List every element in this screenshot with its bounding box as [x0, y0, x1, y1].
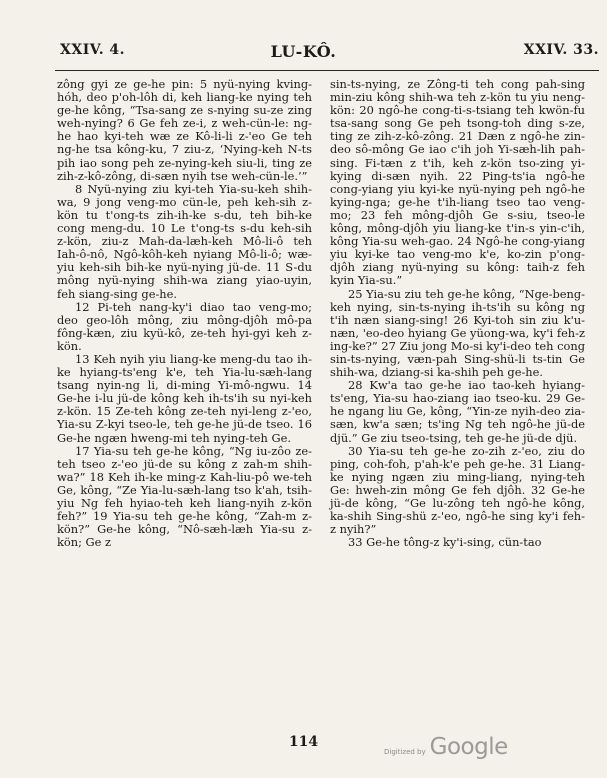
header-rule: [55, 70, 599, 71]
digitized-by-label: Digitized by: [384, 748, 426, 756]
paragraph: 13 Keh nyih yiu liang-ke meng-du tao ih-ke hyiang-ts'eng k'e, teh Yia-lu-sæh-lang tsang nyin-ng li, di-ming Yi-mô-ngwu. 14 Ge-he i-lu jü-de kông keh ih-ts'ih su nyi-keh z-kön. 15 Ze-teh kông ze-teh nyi-leng z-'eo, Yia-su Z-kyi tseo-le, teh ge-he jü-de tseo. 16 Ge-he ngæn hweng-mi teh nying-teh Ge.: [57, 351, 312, 445]
paragraph: zông gyi ze ge-he pin: 5 nyü-nying kving-hóh, deo p'oh-lôh di, keh liang-ke nying teh ge-he kông, “Tsa-sang ze s-nying su-ze zing weh-nying? 6 Ge feh ze-i, z weh-cün-le: ng-he hao kyi-teh wæ ze Kô-li-li z-'eo Ge teh ng-he tsa kông-ku, 7 ziu-z, ‘Nying-keh N-ts pih iao song peh ze-nying-keh siu-li, ting ze zih-z-kô-zông, di-sæn nyih tse weh-cün-le.’”: [57, 77, 312, 183]
left-column: [57, 78, 312, 549]
page-number: 114: [288, 734, 319, 750]
running-head-right: XXIV. 33.: [523, 42, 599, 58]
right-column: [330, 78, 585, 549]
running-head-left: XXIV. 4.: [60, 42, 126, 58]
paragraph: 8 Nyü-nying ziu kyi-teh Yia-su-keh shih-wa, 9 jong veng-mo cün-le, peh keh-sih z-kön tu t'ong-ts zih-ih-ke s-du, teh bih-ke cong meng-du. 10 Le t'ong-ts s-du keh-sih z-kön, ziu-z Mah-da-læh-keh Mô-li-ô teh Iah-ô-nô, Ngô-kôh-keh nyiang Mô-li-ô; wæ-yiu keh-sih bih-ke nyü-nying jü-de. 11 S-du mông nyü-nying shih-wa ziang yiao-uyin, feh siang-sing ge-he.: [57, 181, 312, 301]
google-logo: Google: [429, 734, 508, 760]
paragraph: 33 Ge-he tông-z ky'i-sing, cün-tao: [348, 535, 542, 550]
paragraph: 17 Yia-su teh ge-he kông, “Ng iu-zôo ze-teh tseo z-'eo jü-de su kông z zah-m shih-wa?” 18 Keh ih-ke ming-z Kah-liu-pô we-teh Ge, kông, “Ze Yia-lu-sæh-lang tso k'ah, tsih-yiu Ng feh hyiao-teh keh liang-nyih z-kön feh?” 19 Yia-su teh ge-he kông, “Zah-m z-kön?” Ge-he kông, “Nô-sæh-læh Yia-su z-kön; Ge z: [57, 443, 312, 550]
paragraph: 30 Yia-su teh ge-he zo-zih z-'eo, ziu do ping, coh-foh, p'ah-k'e peh ge-he. 31 Liang-ke nying ngæn ziu ming-liang, nying-teh Ge: hweh-zin mông Ge feh djôh. 32 Ge-he jü-de kông, “Ge lu-zông teh ngô-he kông, ka-shih Sing-shü z-'eo, ngô-he sing ky'i feh-z nyih?”: [330, 443, 585, 537]
paragraph: 12 Pi-teh nang-ky'i diao tao veng-mo; deo geo-lôh mông, ziu mông-djôh mô-pa fông-kæn, ziu kyü-kô, ze-teh hyi-gyi keh z-kön.: [57, 299, 312, 353]
paragraph: 25 Yia-su ziu teh ge-he kông, “Nge-beng-keh nying, sin-ts-nying ih-ts'ih su kông ng t'ih næn siang-sing! 26 Kyi-toh sin ziu k'u-næn, 'eo-deo hyiang Ge yüong-wa, ky'i feh-z ing-ke?” 27 Ziu jong Mo-si ky'i-deo teh cong sin-ts-nying, væn-pah Sing-shü-li ts-tin Ge shih-wa, dziang-si ka-shih peh ge-he.: [330, 286, 585, 380]
paragraph: 28 Kw'a tao ge-he iao tao-keh hyiang-ts'eng, Yia-su hao-ziang iao tseo-ku. 29 Ge-he ngang liu Ge, kông, “Yin-ze nyih-deo zia-sæn, kw'a sæn; ts'ing Ng teh ngô-he jü-de djü.” Ge ziu tseo-tsing, teh ge-he jü-de djü.: [330, 378, 585, 445]
digitization-watermark: [384, 734, 508, 760]
paragraph: sin-ts-nying, ze Zông-ti teh cong pah-sing min-ziu kông shih-wa teh z-kön tu yiu neng-kön: 20 ngô-he cong-ti-s-tsiang teh kwön-fu tsa-sang song Ge peh tsong-toh ding s-ze, ting ze zih-z-kô-zông. 21 Dæn z ngô-he zin-deo sô-mông Ge iao c'ih joh Yi-sæh-lih pah-sing. Fi-tæn z t'ih, keh z-kön tso-zing yi-kying di-sæn nyih. 22 Ping-ts'ia ngô-he cong-yiang yiu kyi-ke nyü-nying peh ngô-he kying-nga; ge-he t'ih-liang tseo tao veng-mo; 23 feh mông-djôh Ge s-siu, tseo-le kông, mông-djôh yiu liang-ke t'in-s yin-c'ih, kông Yia-su weh-gao. 24 Ngô-he cong-yiang yiu kyi-ke tao veng-mo k'e, ko-zin p'ong-djôh ziang nyü-nying su kông: taih-z feh kyin Yia-su.”: [330, 77, 585, 288]
running-head-title: LU-KÔ.: [270, 42, 337, 61]
